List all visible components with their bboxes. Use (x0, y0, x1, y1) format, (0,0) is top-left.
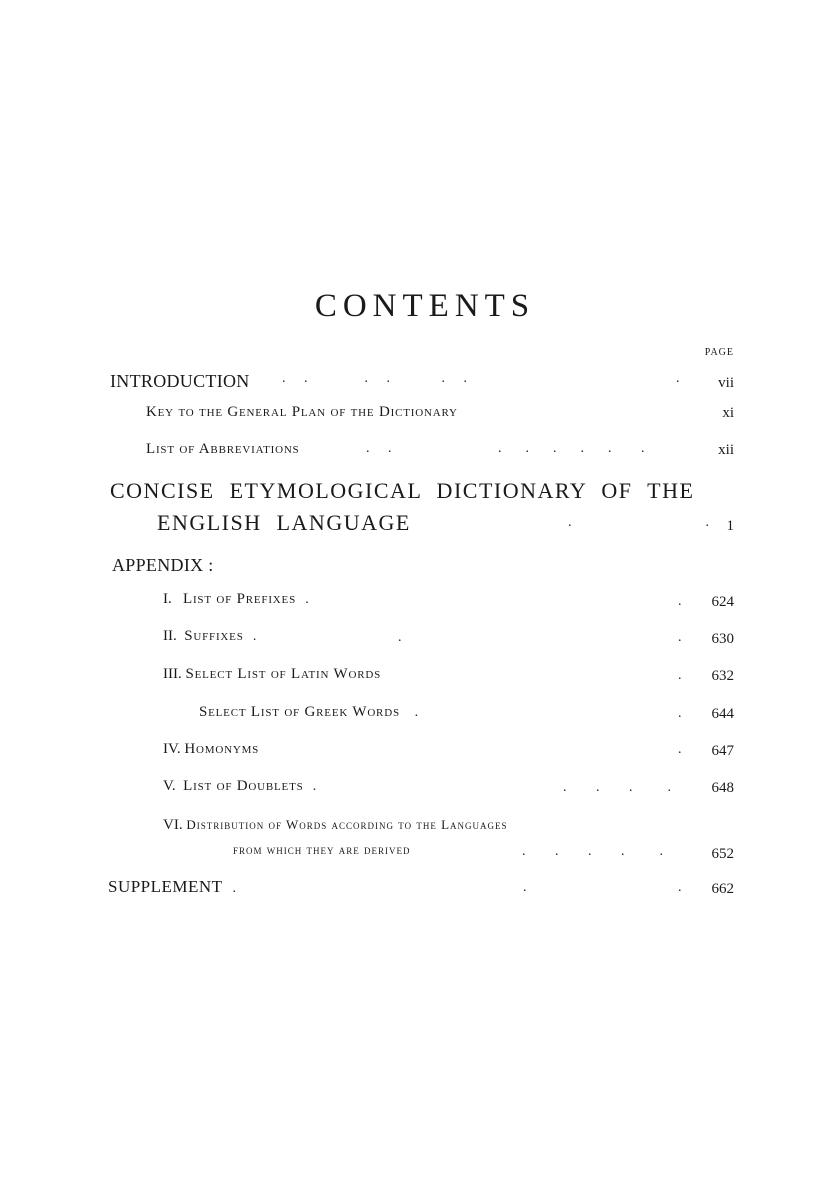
leader-dots: . . . . (563, 780, 673, 795)
toc-entry-suffixes[interactable] (163, 628, 258, 645)
entry-label: Suffixes (184, 628, 244, 644)
entry-label-line1: Distribution of Words according to the Languages (186, 817, 508, 832)
leader-dots: . (678, 668, 684, 683)
leader-dots: . (227, 881, 239, 896)
entry-label: List of Prefixes (183, 591, 296, 607)
entry-label: Select List of Latin Words (185, 666, 382, 682)
page-number: xi (722, 405, 734, 421)
page-number: vii (718, 375, 734, 391)
toc-entry-abbreviations[interactable] (146, 441, 299, 458)
page-number: xii (718, 442, 734, 458)
toc-entry-dictionary-continued (157, 510, 411, 536)
leader-dots: . (307, 779, 319, 794)
leader-dots: . (676, 371, 682, 386)
page-number: 652 (711, 846, 734, 862)
roman-numeral: V. (163, 778, 176, 794)
leader-dots: . (678, 594, 684, 609)
leader-dots: . (678, 880, 684, 895)
leader-dots: . (523, 880, 529, 895)
section-label: APPENDIX : (112, 555, 214, 575)
roman-numeral: IV. (163, 741, 181, 757)
leader-dots: . . (568, 515, 711, 530)
entry-label: INTRODUCTION (110, 371, 250, 391)
page-title: CONTENTS (314, 288, 536, 324)
leader-dots: . (299, 592, 311, 607)
entry-label: Homonyms (184, 741, 260, 757)
page-number: 624 (711, 594, 734, 610)
toc-entry-key[interactable] (146, 404, 458, 421)
toc-entry-doublets[interactable] (163, 778, 318, 795)
page-number: 632 (711, 668, 734, 684)
toc-entry-greek-words[interactable] (199, 704, 420, 721)
toc-entry-homonyms[interactable] (163, 741, 259, 758)
toc-entry-dictionary[interactable] (110, 478, 694, 504)
leader-dots: . . . . . (522, 844, 665, 859)
entry-label: Key to the General Plan of the Dictionary (146, 404, 458, 420)
leader-dots: . (678, 742, 684, 757)
leader-dots: . . . . . . . . (366, 441, 647, 456)
roman-numeral: III. (163, 666, 182, 682)
roman-numeral: I. (163, 591, 172, 607)
page-column-header: PAGE (704, 347, 734, 358)
leader-dots: . (247, 629, 259, 644)
roman-numeral: II. (163, 628, 177, 644)
toc-entry-latin-words[interactable] (163, 666, 381, 683)
leader-dots: . (678, 706, 684, 721)
page-number: 662 (711, 881, 734, 897)
page-number: 648 (711, 780, 734, 796)
toc-entry-distribution[interactable] (163, 817, 508, 834)
entry-label: List of Doublets (183, 778, 304, 794)
entry-label: Select List of Greek Words (199, 704, 400, 720)
toc-entry-distribution-continued (233, 842, 411, 858)
leader-dots: . (678, 630, 684, 645)
leader-dots: . (398, 630, 404, 645)
entry-label-line2: from which they are derived (233, 842, 411, 857)
page-number: 630 (711, 631, 734, 647)
page-number: 647 (711, 743, 734, 759)
entry-label: SUPPLEMENT (108, 877, 223, 896)
entry-label-line1: CONCISE ETYMOLOGICAL DICTIONARY OF THE (110, 478, 695, 503)
entry-label-line2: ENGLISH LANGUAGE (157, 510, 411, 535)
leader-dots: . (403, 705, 421, 720)
toc-entry-supplement[interactable] (108, 877, 238, 897)
toc-entry-prefixes[interactable] (163, 591, 311, 608)
entry-label: List of Abbreviations (146, 441, 300, 457)
page-number: 644 (711, 706, 734, 722)
leader-dots: . . . . . . (282, 371, 469, 386)
roman-numeral: VI. (163, 817, 183, 833)
page-number: 1 (726, 518, 734, 534)
toc-section-appendix (112, 555, 214, 576)
toc-entry-introduction[interactable] (110, 371, 250, 392)
